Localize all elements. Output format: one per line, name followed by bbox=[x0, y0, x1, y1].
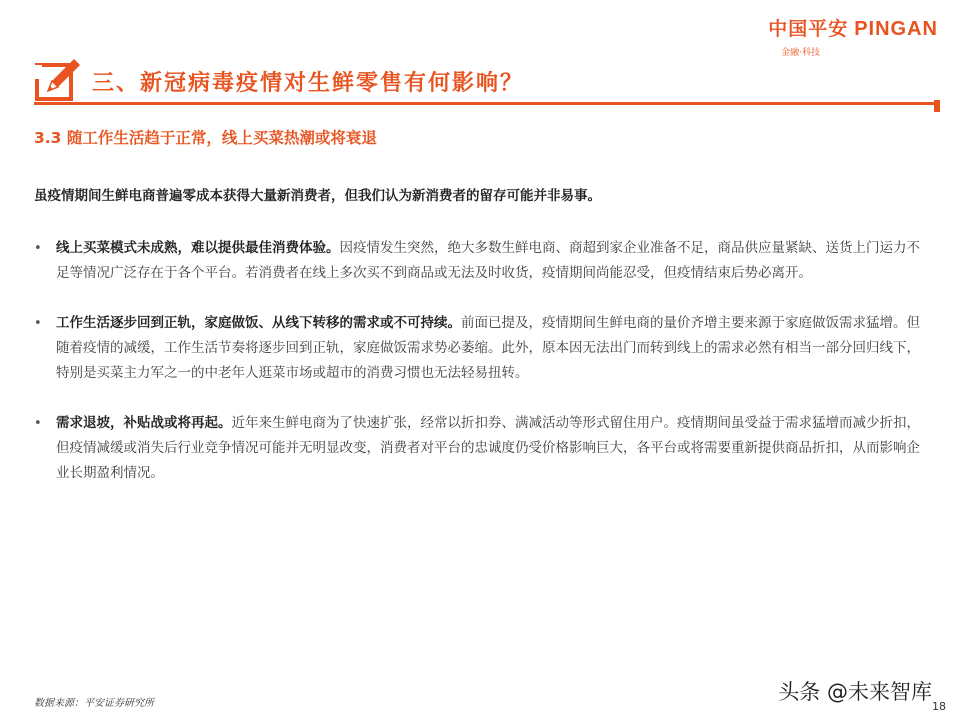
subheading: 3.3 随工作生活趋于正常，线上买菜热潮或将衰退 bbox=[34, 129, 377, 147]
bullet-marker: • bbox=[34, 316, 42, 331]
bullet-body: 因疫情发生突然，绝大多数生鲜电商、商超到家企业准备不足，商品供应量紧缺、送货上门运力不足等情况广泛存在于各个平台。若消费者在线上多次买不到商品或无法及时收货，疫情期间尚能忍受，但疫情结束后势必离开。 bbox=[56, 240, 920, 281]
title-divider-end bbox=[934, 100, 940, 112]
pingan-logo bbox=[738, 14, 938, 58]
bullet-marker: • bbox=[34, 241, 42, 256]
logo-name-en: PINGAN bbox=[854, 18, 938, 40]
bullet-marker: • bbox=[34, 416, 42, 431]
watermark: 头条 @未来智库 bbox=[778, 680, 932, 704]
bullet-item bbox=[34, 411, 924, 486]
bullet-body: 近年来生鲜电商为了快速扩张，经常以折扣券、满减活动等形式留住用户。疫情期间虽受益于需求猛增而减少折扣，但疫情减缓或消失后行业竞争情况可能并无明显改变，消费者对平台的忠诚度仍受价格影响巨大，各平台或将需要重新提供商品折扣，从而影响企业长期盈利情况。 bbox=[56, 415, 920, 481]
page-number: 18 bbox=[932, 700, 946, 713]
logo-name-cn: 中国平安 bbox=[768, 18, 849, 40]
bullet-item bbox=[34, 311, 924, 386]
pencil-note-icon bbox=[34, 57, 82, 103]
data-source-note: 数据来源：平安证券研究所 bbox=[34, 698, 154, 709]
bullet-item bbox=[34, 236, 924, 286]
logo-tagline: 金融·科技 bbox=[781, 48, 820, 58]
logo-wordmark bbox=[738, 14, 938, 41]
bullet-lead: 需求退坡，补贴战或将再起。 bbox=[56, 415, 232, 431]
section-title: 三、新冠病毒疫情对生鲜零售有何影响？ bbox=[92, 70, 525, 96]
title-divider bbox=[34, 102, 940, 105]
bullet-lead: 工作生活逐步回到正轨，家庭做饭、从线下转移的需求或不可持续。 bbox=[56, 315, 461, 331]
intro-paragraph: 虽疫情期间生鲜电商普遍零成本获得大量新消费者，但我们认为新消费者的留存可能并非易事。 bbox=[34, 188, 601, 204]
bullet-list bbox=[34, 236, 924, 511]
bullet-lead: 线上买菜模式未成熟，难以提供最佳消费体验。 bbox=[56, 240, 340, 256]
bullet-body: 前面已提及，疫情期间生鲜电商的量价齐增主要来源于家庭做饭需求猛增。但随着疫情的减缓，工作生活节奏将逐步回到正轨，家庭做饭需求势必萎缩。此外，原本因无法出门而转到线上的需求必然有相当一部分回归线下，特别是买菜主力军之一的中老年人逛菜市场或超市的消费习惯也无法轻易扭转。 bbox=[56, 315, 920, 381]
